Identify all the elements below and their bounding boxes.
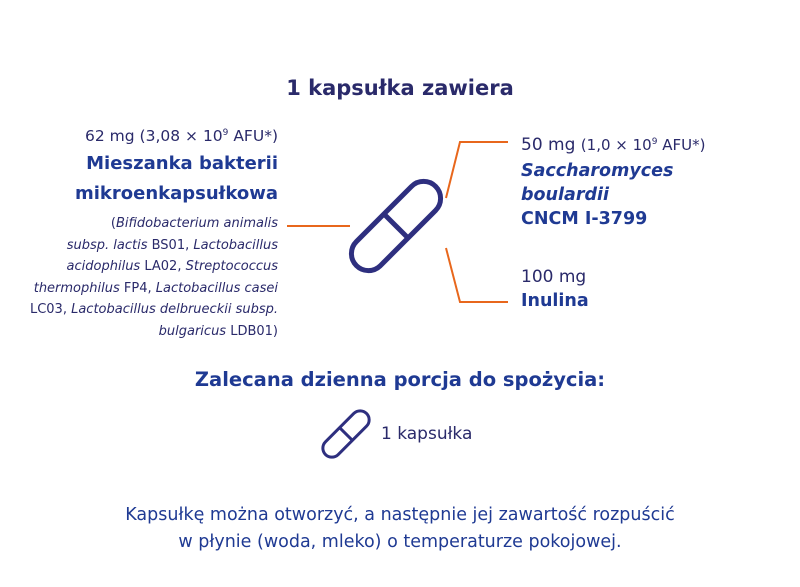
left-dose-unit: AFU*) <box>228 127 278 146</box>
usage-note-line2: w płynie (woda, mleko) o temperaturze pokojowej. <box>178 532 622 552</box>
strain-text: Lactobacillus casei <box>155 280 278 296</box>
usage-note-line1: Kapsułkę można otworzyć, a następnie jej zawartość rozpuścić <box>125 505 675 525</box>
right1-dose-main: 50 mg <box>521 135 581 155</box>
right1-dose-unit: AFU*) <box>657 136 706 154</box>
daily-dose-label: 1 kapsułka <box>381 424 473 444</box>
strain-text: acidophilus <box>66 259 141 275</box>
right-ingredient-block-1 <box>521 130 705 231</box>
right2-dose: 100 mg <box>521 267 587 287</box>
strain-text: Lactobacillus <box>193 237 278 253</box>
left-dose-exponent: 9 <box>222 128 229 138</box>
strain-text: Bifidobacterium animalis <box>115 216 278 232</box>
strain-text: LC03, <box>29 302 72 318</box>
right1-dose <box>521 130 705 157</box>
left-name-line1: Mieszanka bakterii <box>86 153 278 175</box>
right1-strain: CNCM I-3799 <box>521 209 648 229</box>
right-ingredient-block-2 <box>521 265 589 313</box>
right1-name-line2: boulardii <box>521 185 609 205</box>
right-top-connector-line <box>446 142 508 198</box>
page-title: 1 kapsułka zawiera <box>286 76 514 100</box>
usage-note <box>0 502 800 556</box>
right-bottom-connector-line <box>446 248 508 302</box>
capsule-icon <box>344 174 447 277</box>
strain-text: ( <box>110 216 116 232</box>
strain-text: LA02, <box>140 259 186 275</box>
left-name-line2: mikroenkapsułkowa <box>74 183 278 205</box>
strain-text: Streptococcus <box>185 259 278 275</box>
strain-text: BS01, <box>147 237 194 253</box>
strain-text: subsp. lactis <box>66 237 148 253</box>
daily-dose-heading: Zalecana dzienna porcja do spożycia: <box>194 368 606 391</box>
small-capsule-icon <box>319 407 373 461</box>
strain-text: LDB01) <box>226 323 278 339</box>
right1-dose-text: (1,0 × 10 <box>580 136 652 154</box>
right1-dose-exponent: 9 <box>651 137 658 147</box>
strain-text: thermophilus <box>33 280 120 296</box>
strain-text: Lactobacillus delbrueckii subsp. <box>71 302 278 318</box>
strain-text: FP4, <box>119 280 156 296</box>
left-dose-text: 62 mg (3,08 × 10 <box>85 127 223 146</box>
strain-text: bulgaricus <box>158 323 227 339</box>
right1-ingredient-name <box>521 159 705 207</box>
right1-name-line1: Saccharomyces <box>521 161 674 181</box>
right2-ingredient-name: Inulina <box>521 291 589 311</box>
